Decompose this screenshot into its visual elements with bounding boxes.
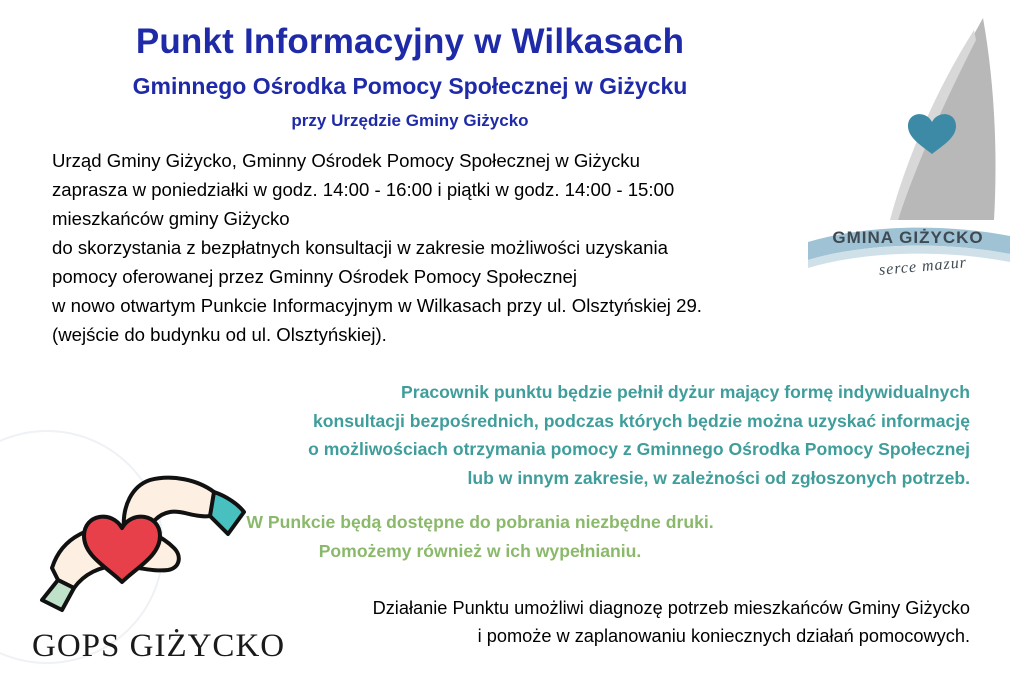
main-paragraph-line: mieszkańców gminy Giżycko [52,208,290,229]
green-paragraph-line: Pomożemy również w ich wypełnianiu. [318,540,642,561]
teal-paragraph-line: Pracownik punktu będzie pełnił dyżur mający formę indywidualnych [401,382,970,402]
teal-paragraph-line: o możliwościach otrzymania pomocy z Gminnego Ośrodka Pomocy Społecznej [308,439,970,459]
heading-block [0,22,820,131]
hands-heart-graphic [22,440,282,620]
main-paragraph-line: (wejście do budynku od ul. Olsztyńskiej). [52,324,387,345]
main-paragraph-line: w nowo otwartym Punkcie Informacyjnym w Wilkasach przy ul. Olsztyńskiej 29. [52,295,702,316]
green-paragraph-line: W Punkcie będą dostępne do pobrania niezbędne druki. [246,512,714,532]
gmina-logo-tagline: serce mazur [878,254,968,279]
gops-logo: GOPS GIŻYCKO [32,628,286,664]
gmina-logo-text: GMINA GIŻYCKO [832,228,984,247]
teal-paragraph-line: lub w innym zakresie, w zależności od zgłoszonych potrzeb. [467,467,970,488]
teal-paragraph-line: konsultacji bezpośrednich, podczas których będzie można uzyskać informację [312,410,970,431]
main-paragraph [52,146,842,349]
main-paragraph-line: do skorzystania z bezpłatnych konsultacji w zakresie możliwości uzyskania [52,237,668,258]
helping-hands-illustration [22,440,282,620]
main-paragraph-line: zaprasza w poniedziałki w godz. 14:00 - 16:00 i piątki w godz. 14:00 - 15:00 [52,179,675,200]
page-subtitle-secondary: przy Urzędzie Gminy Giżycko [291,110,529,130]
main-paragraph-line: Urząd Gminy Giżycko, Gminny Ośrodek Pomocy Społecznej w Giżycku [52,150,640,171]
page-title: Punkt Informacyjny w Wilkasach [135,22,685,61]
bottom-paragraph-line: Działanie Punktu umożliwi diagnozę potrzeb mieszkańców Gminy Giżycko [372,598,970,618]
bottom-paragraph-line: i pomoże w zaplanowaniu koniecznych działań pomocowych. [477,626,970,647]
page-subtitle: Gminnego Ośrodka Pomocy Społecznej w Giżycku [132,73,688,100]
main-paragraph-line: pomocy oferowanej przez Gminny Ośrodek Pomocy Społecznej [52,266,577,287]
bottom-paragraph [190,594,970,650]
